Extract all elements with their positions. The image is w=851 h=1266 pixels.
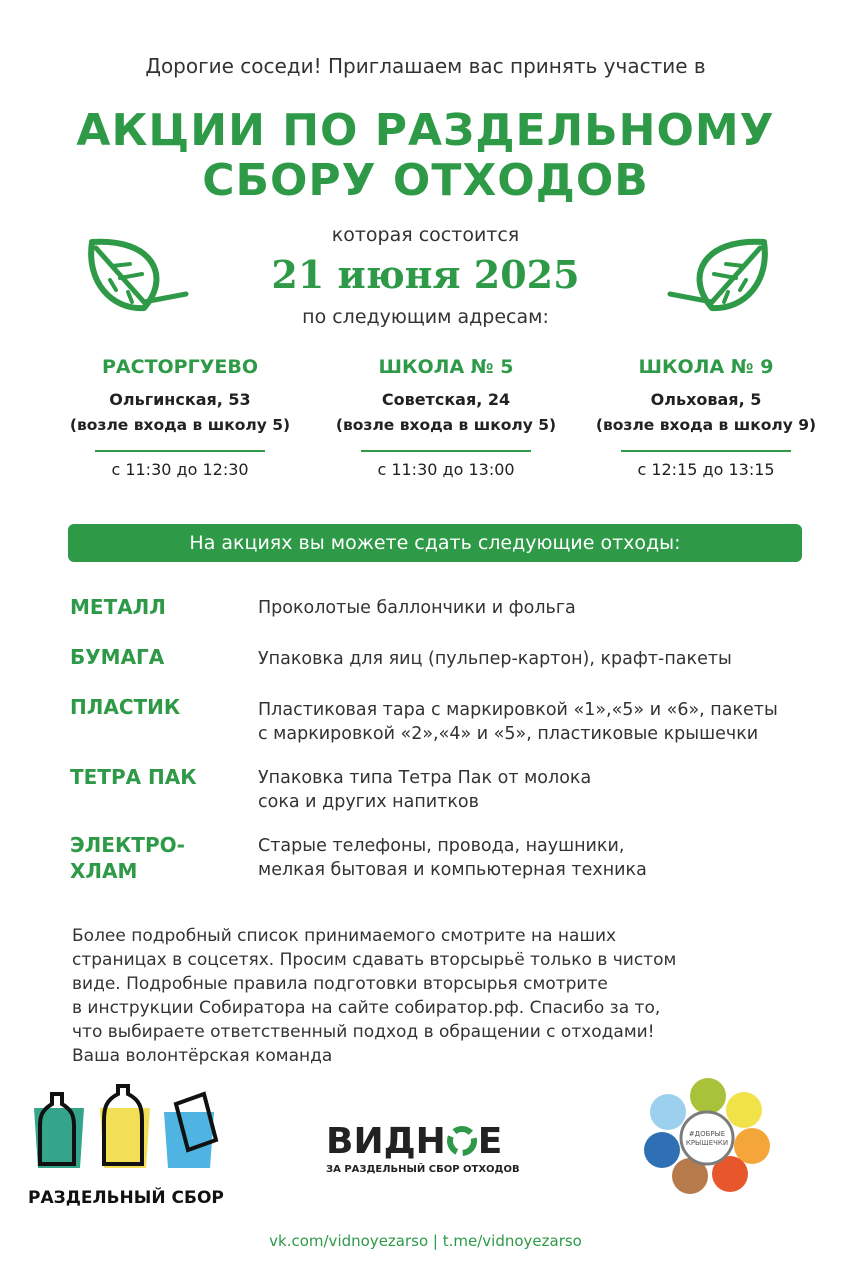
- accepted-waste-banner: На акциях вы можете сдать следующие отходы:: [68, 524, 802, 562]
- location-street: Советская, 24: [381, 390, 511, 409]
- category-plastic-desc: Пластиковая тара с маркировкой «1»,«5» и «6», пакеты с маркировкой «2»,«4» и «5», пластиковые крышечки: [258, 700, 778, 744]
- intro-text: Дорогие соседи! Приглашаем вас принять участие в: [145, 54, 706, 78]
- location-school-9: [566, 356, 846, 479]
- category-metal: МЕТАЛЛ: [70, 595, 166, 619]
- category-paper-desc: Упаковка для яиц (пульпер-картон), крафт-пакеты: [258, 649, 732, 669]
- category-paper: БУМАГА: [70, 645, 165, 669]
- caps-text-2: КРЫШЕЧКИ: [685, 1139, 729, 1147]
- location-street: Ольгинская, 53: [109, 390, 251, 409]
- category-e-waste: ЭЛЕКТРО- ХЛАМ: [70, 833, 185, 883]
- leaf-icon-right: [664, 236, 774, 316]
- category-tetrapak-desc: Упаковка типа Тетра Пак от молока сока и других напитков: [258, 768, 592, 812]
- divider: [621, 450, 791, 452]
- vidnoe-logo: [326, 1122, 536, 1182]
- title-line-1: АКЦИИ ПО РАЗДЕЛЬНОМУ: [76, 105, 775, 156]
- category-plastic: ПЛАСТИК: [70, 695, 181, 719]
- separate-collection-logo: [28, 1082, 228, 1212]
- location-street: Ольховая, 5: [650, 390, 762, 409]
- subtitle-before: которая состоится: [331, 224, 520, 246]
- footer-text: Более подробный список принимаемого смотрите на наших страницах в соцсетях. Просим сдавать вторсырьё только в чистом виде. Подробные правила подготовки вторсырья смотрите в инструкции Собиратора на сайте собиратор.рф. Спасибо за то, что выбираете ответственный подход в обращении с отходами! Ваша волонтёрская команда: [72, 926, 677, 1066]
- vidnoe-left: ВИДН: [326, 1121, 446, 1162]
- location-note: (возле входа в школу 9): [595, 416, 817, 434]
- caps-text-1: #ДОБРЫЕ: [688, 1130, 726, 1138]
- category-metal-desc: Проколотые баллончики и фольга: [258, 598, 576, 618]
- location-school-5: [306, 356, 586, 479]
- divider: [361, 450, 531, 452]
- location-rastorguevo: [40, 356, 320, 479]
- category-e-waste-desc: Старые телефоны, провода, наушники, мелкая бытовая и компьютерная техника: [258, 836, 647, 880]
- vidnoe-right: Е: [477, 1121, 503, 1162]
- leaf-icon-left: [82, 236, 192, 316]
- location-name: ШКОЛА № 9: [638, 356, 774, 378]
- location-note: (возле входа в школу 5): [335, 416, 557, 434]
- divider: [95, 450, 265, 452]
- location-name: РАСТОРГУЕВО: [102, 356, 258, 378]
- location-time: с 11:30 до 12:30: [111, 460, 249, 479]
- category-tetrapak: ТЕТРА ПАК: [70, 765, 197, 789]
- title-line-2: СБОРУ ОТХОДОВ: [202, 155, 649, 206]
- location-note: (возле входа в школу 5): [69, 416, 291, 434]
- location-time: с 11:30 до 13:00: [377, 460, 515, 479]
- subtitle-after: по следующим адресам:: [302, 306, 549, 328]
- vidnoe-sub: ЗА РАЗДЕЛЬНЫЙ СБОР ОТХОДОВ: [326, 1164, 520, 1175]
- bins-icon: [28, 1082, 228, 1182]
- separate-collection-label: РАЗДЕЛЬНЫЙ СБОР: [28, 1188, 224, 1208]
- good-caps-logo: [640, 1074, 775, 1196]
- event-date: 21 июня 2025: [271, 252, 580, 297]
- social-links[interactable]: vk.com/vidnoyezarso | t.me/vidnoyezarso: [269, 1232, 582, 1250]
- location-name: ШКОЛА № 5: [378, 356, 514, 378]
- recycle-icon: [446, 1125, 478, 1157]
- location-time: с 12:15 до 13:15: [637, 460, 775, 479]
